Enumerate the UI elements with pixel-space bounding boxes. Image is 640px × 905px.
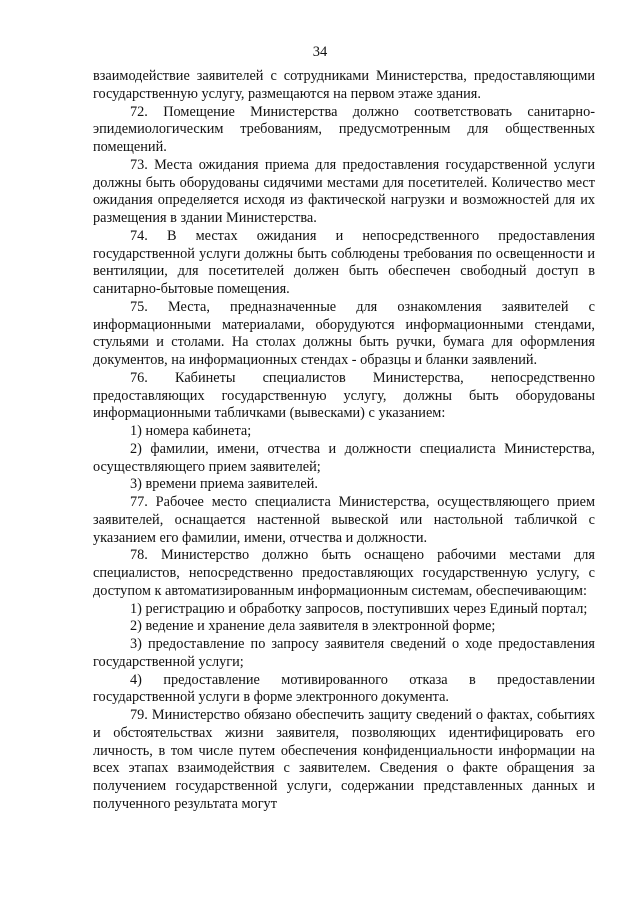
paragraph-77: 77. Рабочее место специалиста Министерства, осуществляющего прием заявителей, оснащается настенной вывеской или настольной табличкой с указанием его фамилии, имени, отчества и должности. [93, 494, 595, 546]
paragraph-74: 74. В местах ожидания и непосредственного предоставления государственной услуги должны быть соблюдены требования по освещенности и вентиляции, для посетителей должен быть обеспечен свободный доступ в санитарно-бытовые помещения. [93, 227, 595, 297]
list-item-78-2: 2) ведение и хранение дела заявителя в электронной форме; [130, 618, 496, 635]
list-item-76-3: 3) времени приема заявителей. [130, 476, 318, 493]
list-item-78-3: 3) предоставление по запросу заявителя сведений о ходе предоставления государственной услуги; [93, 636, 595, 670]
list-item-78-1: 1) регистрацию и обработку запросов, поступивших через Единый портал; [130, 600, 588, 617]
list-item-76-1: 1) номера кабинета; [130, 423, 252, 439]
paragraph-76: 76. Кабинеты специалистов Министерства, непосредственно предоставляющих государственную услугу, должны быть оборудованы информационными табличками (вывесками) с указанием: [93, 369, 595, 422]
paragraph-73: 73. Места ожидания приема для предоставления государственной услуги должны быть оборудованы сидячими местами для посетителей. Количество мест ожидания определяется исходя из фактической нагрузки и возможностей для их размещения в здании Министерства. [93, 156, 595, 226]
paragraph-75: 75. Места, предназначенные для ознакомления заявителей с информационными материалами, оборудуются информационными стендами, стульями и столами. На столах должны быть ручки, бумага для оформления документов, на информационных стендах - образцы и бланки заявлений. [93, 298, 595, 368]
list-item-78-4: 4) предоставление мотивированного отказа в предоставлении государственной услуги в форме электронного документа. [93, 671, 595, 706]
document-body [93, 68, 595, 814]
paragraph-78: 78. Министерство должно быть оснащено рабочими местами для специалистов, непосредственно предоставляющих государственную услугу, с доступом к автоматизированным информационным системам, обеспечивающим: [93, 547, 595, 599]
paragraph-79: 79. Министерство обязано обеспечить защиту сведений о фактах, событиях и обстоятельствах жизни заявителя, позволяющих идентифицировать его личность, в том числе путем обеспечения конфиденциальности информации на всех этапах взаимодействия с заявителем. Сведения о факте обращения за получением государственной услуги, содержании представленных данных и полученного результата могут [93, 707, 595, 812]
list-item-76-2: 2) фамилии, имени, отчества и должности специалиста Министерства, осуществляющего прием заявителей; [93, 440, 595, 475]
paragraph-continuation: взаимодействие заявителей с сотрудниками Министерства, предоставляющими государственную услугу, размещаются на первом этаже здания. [93, 68, 595, 102]
page-number: 34 [312, 44, 328, 60]
paragraph-72: 72. Помещение Министерства должно соответствовать санитарно-эпидемиологическим требованиям, предусмотренным для общественных помещений. [93, 103, 595, 155]
